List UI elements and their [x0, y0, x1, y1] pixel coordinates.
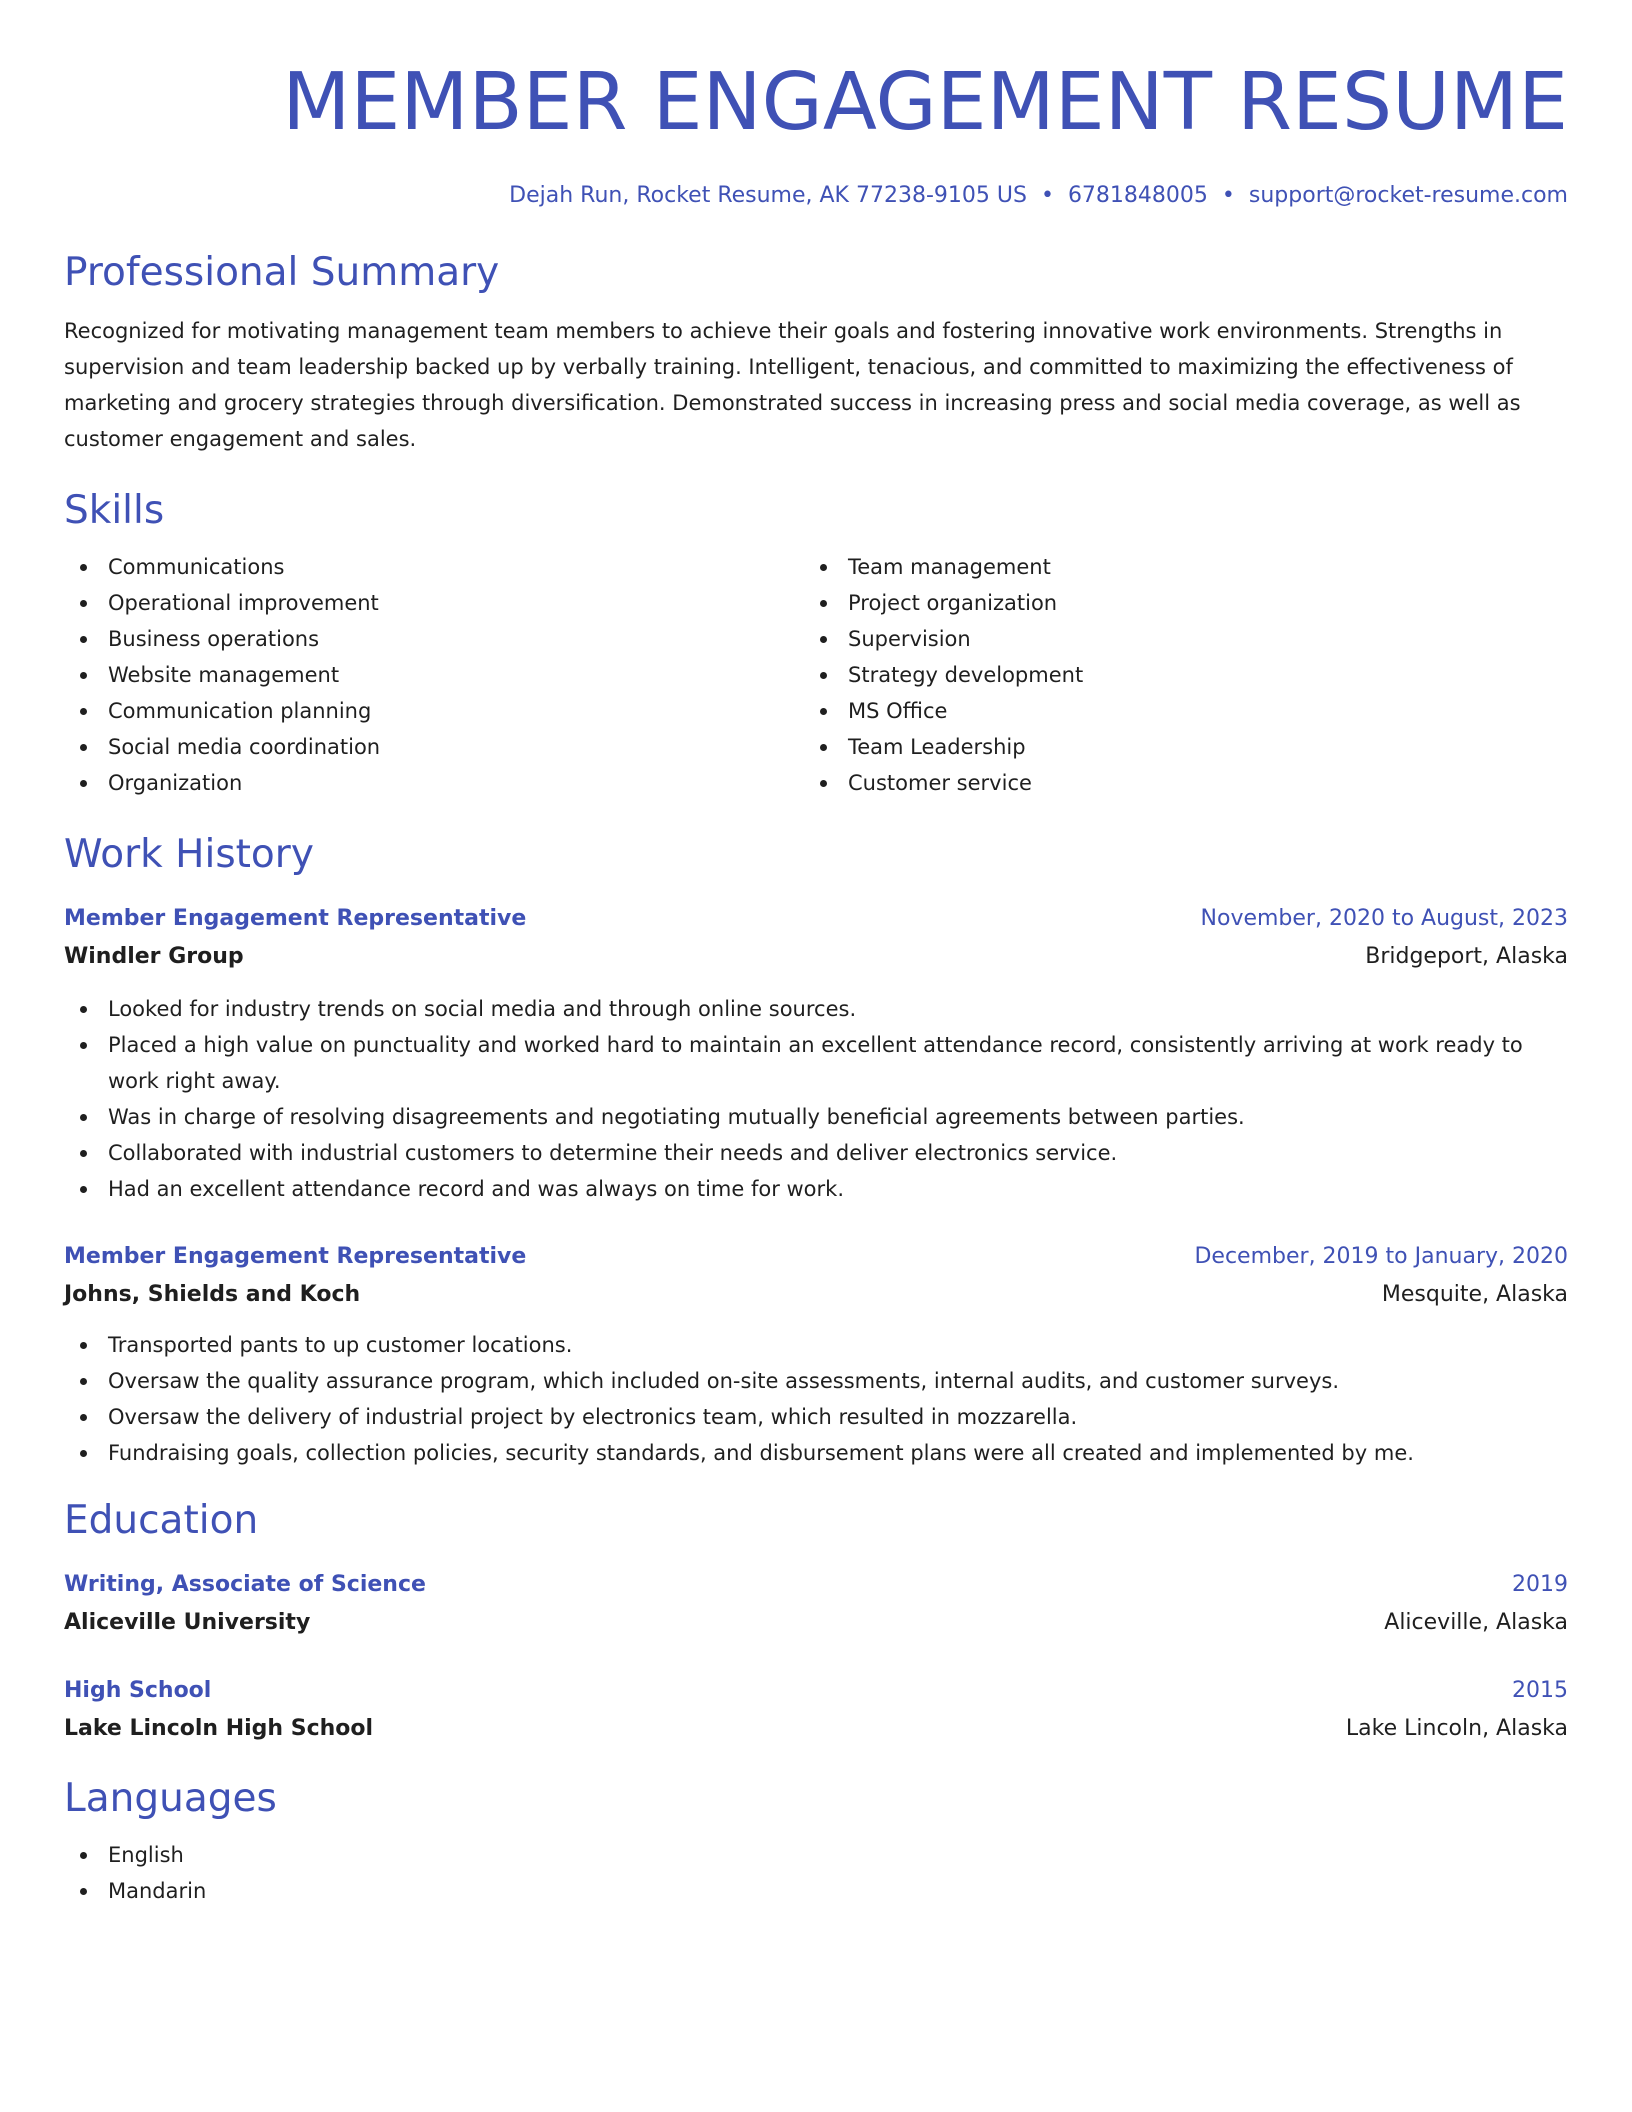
job-company: Windler Group — [64, 944, 244, 969]
skill-item: Operational improvement — [64, 585, 804, 621]
job-subheader — [64, 937, 1568, 977]
skill-item: Strategy development — [804, 657, 1083, 693]
education-year: 2019 — [1512, 1572, 1568, 1597]
language-item: English — [64, 1837, 1568, 1873]
skills-heading: Skills — [64, 488, 165, 533]
job-entry — [64, 1239, 1568, 1471]
job-duty: Placed a high value on punctuality and worked hard to maintain an excellent attendance record, consistently arriving at work ready to work right away. — [64, 1027, 1568, 1099]
job-entry — [64, 901, 1568, 1207]
skill-item: Customer service — [804, 765, 1083, 801]
resume-title: MEMBER ENGAGEMENT RESUME — [282, 56, 1568, 148]
contact-address: Dejah Run, Rocket Resume, AK 77238-9105 US — [509, 183, 1027, 208]
skill-item: Organization — [64, 765, 804, 801]
skill-item: Team management — [804, 549, 1083, 585]
skill-item: Communication planning — [64, 693, 804, 729]
skill-item: Communications — [64, 549, 804, 585]
education-school: Lake Lincoln High School — [64, 1716, 374, 1741]
job-duties — [64, 991, 1568, 1207]
contact-email: support@rocket-resume.com — [1248, 183, 1568, 208]
skills-column-right — [804, 549, 1083, 801]
education-subheader — [64, 1709, 1568, 1749]
job-title: Member Engagement Representative — [64, 1244, 527, 1269]
language-item: Mandarin — [64, 1873, 1568, 1909]
languages-heading: Languages — [64, 1776, 277, 1821]
contact-separator: • — [1221, 183, 1235, 208]
skill-item: Project organization — [804, 585, 1083, 621]
skill-item: Business operations — [64, 621, 804, 657]
job-dates: December, 2019 to January, 2020 — [1194, 1244, 1568, 1269]
summary-heading: Professional Summary — [64, 250, 500, 295]
education-degree: Writing, Associate of Science — [64, 1572, 426, 1597]
job-duties — [64, 1327, 1568, 1471]
education-header — [64, 1567, 1568, 1603]
education-header — [64, 1673, 1568, 1709]
job-duty: Oversaw the delivery of industrial project by electronics team, which resulted in mozzarella. — [64, 1399, 1568, 1435]
education-subheader — [64, 1603, 1568, 1643]
skill-item: Team Leadership — [804, 729, 1083, 765]
skill-item: MS Office — [804, 693, 1083, 729]
contact-phone: 6781848005 — [1067, 183, 1208, 208]
job-duty: Looked for industry trends on social media and through online sources. — [64, 991, 1568, 1027]
job-dates: November, 2020 to August, 2023 — [1200, 906, 1568, 931]
job-duty: Fundraising goals, collection policies, security standards, and disbursement plans were all created and implemented by me. — [64, 1435, 1568, 1471]
work-history-heading: Work History — [64, 832, 314, 877]
education-location: Aliceville, Alaska — [1384, 1610, 1568, 1635]
education-school: Aliceville University — [64, 1610, 311, 1635]
languages-list — [64, 1837, 1568, 1909]
skill-item: Supervision — [804, 621, 1083, 657]
job-company: Johns, Shields and Koch — [64, 1282, 361, 1307]
education-location: Lake Lincoln, Alaska — [1345, 1716, 1568, 1741]
summary-text: Recognized for motivating management team members to achieve their goals and fostering innovative work environments. Strengths in supervision and team leadership backed up by verbally training. Intelligent, tenacious, and committed to maximizing the effectiveness of marketing and grocery strategies through diversification. Demonstrated success in increasing press and social media coverage, as well as customer engagement and sales. — [64, 319, 1521, 451]
education-entry — [64, 1567, 1568, 1643]
contact-separator: • — [1040, 183, 1054, 208]
skills-column-left — [64, 549, 804, 801]
contact-line — [64, 181, 1568, 211]
job-subheader — [64, 1275, 1568, 1315]
education-heading: Education — [64, 1498, 259, 1543]
skills-list — [64, 549, 1568, 801]
education-entry — [64, 1673, 1568, 1749]
job-duty: Was in charge of resolving disagreements and negotiating mutually beneficial agreements between parties. — [64, 1099, 1568, 1135]
job-location: Mesquite, Alaska — [1381, 1282, 1568, 1307]
education-year: 2015 — [1512, 1678, 1568, 1703]
education-degree: High School — [64, 1678, 212, 1703]
job-header — [64, 1239, 1568, 1275]
job-duty: Had an excellent attendance record and was always on time for work. — [64, 1171, 1568, 1207]
skill-item: Website management — [64, 657, 804, 693]
job-duty: Transported pants to up customer locations. — [64, 1327, 1568, 1363]
skill-item: Social media coordination — [64, 729, 804, 765]
job-header — [64, 901, 1568, 937]
job-location: Bridgeport, Alaska — [1365, 944, 1568, 969]
job-title: Member Engagement Representative — [64, 906, 527, 931]
job-duty: Oversaw the quality assurance program, which included on-site assessments, internal audits, and customer surveys. — [64, 1363, 1568, 1399]
job-duty: Collaborated with industrial customers to determine their needs and deliver electronics service. — [64, 1135, 1568, 1171]
